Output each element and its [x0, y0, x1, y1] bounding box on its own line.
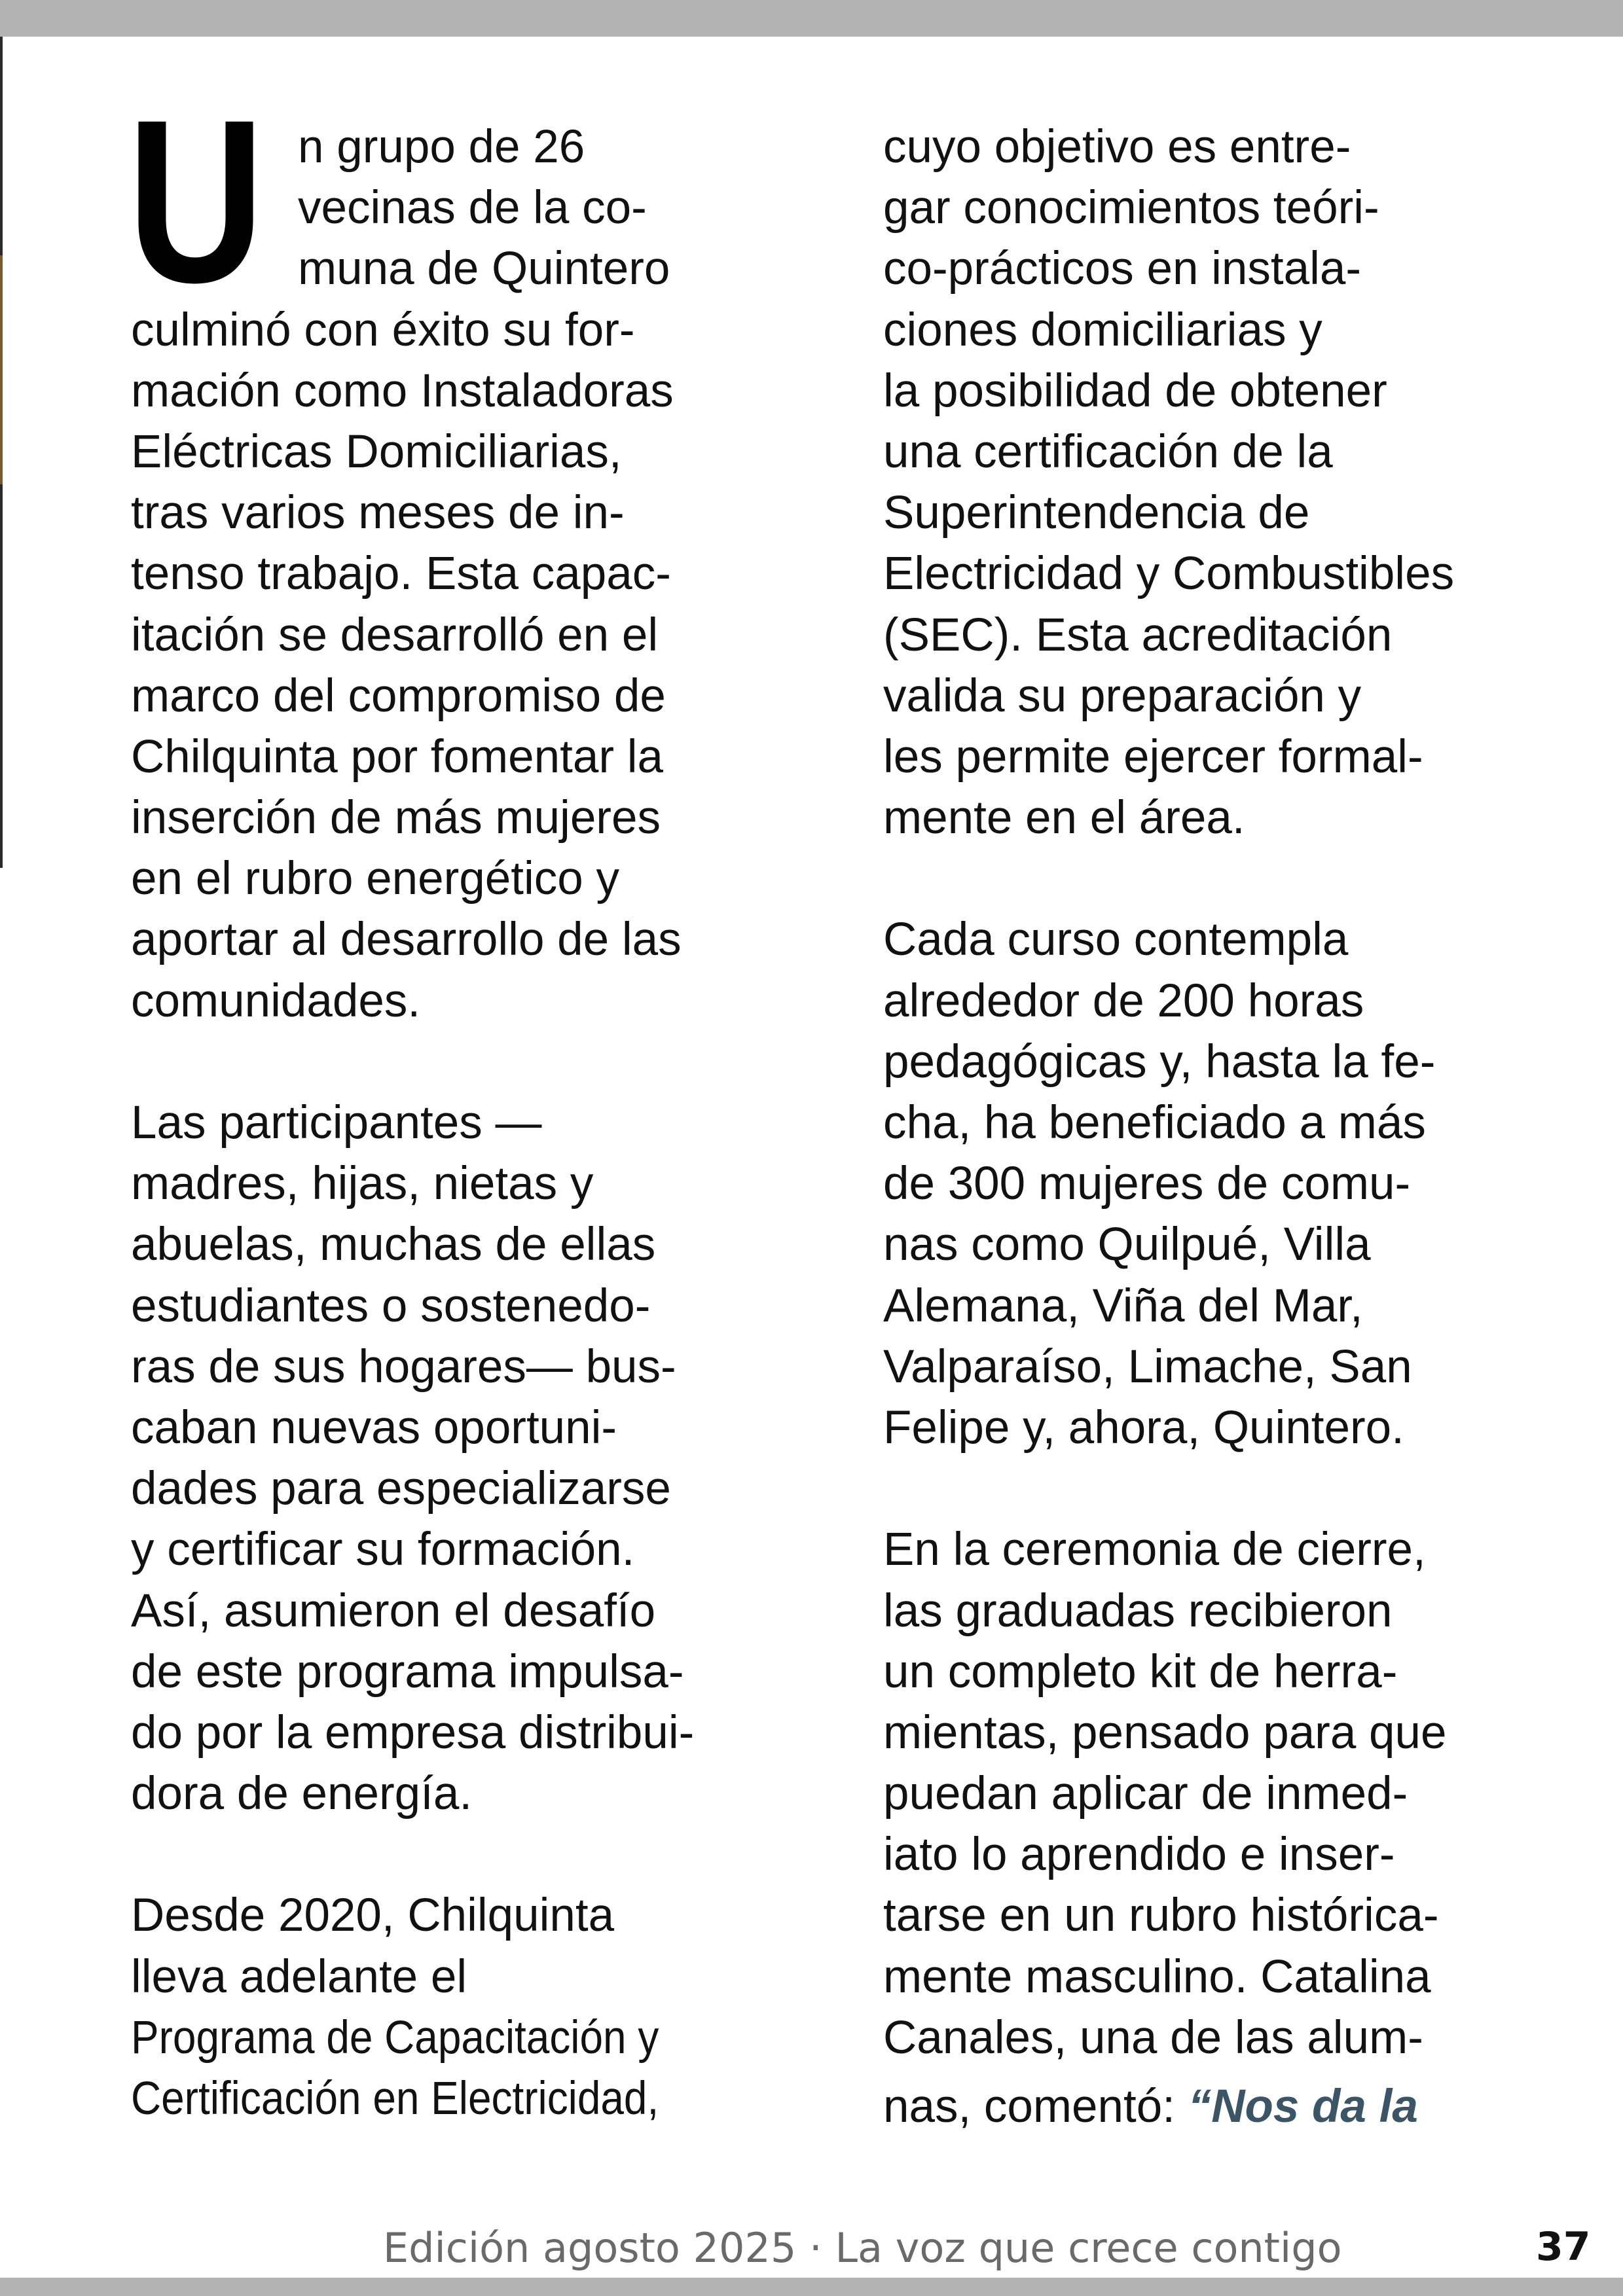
- paragraph-gap: [131, 1824, 740, 1885]
- text-line: dora de energía.: [131, 1768, 473, 1820]
- text-line: Eléctricas Domiciliarias,: [131, 425, 622, 478]
- text-line: Canales, una de las alum-: [883, 2011, 1423, 2064]
- text-line: lleva adelante el: [131, 1950, 467, 2003]
- text-line: Felipe y, ahora, Quintero.: [883, 1401, 1404, 1454]
- text-line: nas como Quilpué, Villa: [883, 1219, 1371, 1271]
- text-line: gar conocimientos teóri-: [883, 182, 1379, 234]
- text-line: co-prácticos en instala-: [883, 243, 1362, 295]
- top-border-bar: [0, 0, 1623, 37]
- text-line: Programa de Capacitación y: [131, 2011, 659, 2064]
- text-line: Chilquinta por fomentar la: [131, 730, 663, 783]
- text-line: cha, ha beneficiado a más: [883, 1097, 1426, 1149]
- text-line: dades para especializarse: [131, 1463, 671, 1515]
- text-line: comunidades.: [131, 975, 421, 1027]
- text-line: de 300 mujeres de comu-: [883, 1158, 1411, 1210]
- text-line: en el rubro energético y: [131, 853, 619, 905]
- text-line: les permite ejercer formal-: [883, 730, 1423, 783]
- text-line: la posibilidad de obtener: [883, 365, 1387, 417]
- text-line: Electricidad y Combustibles: [883, 548, 1455, 600]
- article-right-column: [883, 117, 1505, 2137]
- text-line: muna de Quintero: [298, 243, 670, 295]
- text-line-with-quote: [883, 2076, 1505, 2137]
- text-line: estudiantes o sostenedo-: [131, 1280, 651, 1332]
- text-line: cuyo objetivo es entre-: [883, 121, 1351, 173]
- text-line: Desde 2020, Chilquinta: [131, 1890, 615, 1942]
- text-line: ras de sus hogares— bus-: [131, 1340, 676, 1393]
- text-line: las graduadas recibieron: [883, 1585, 1393, 1637]
- text-line: En la ceremonia de cierre,: [883, 1524, 1426, 1576]
- text-line: inserción de más mujeres: [131, 792, 661, 844]
- bottom-border-bar: [0, 2278, 1623, 2296]
- text-line: culminó con éxito su for-: [131, 304, 635, 356]
- text-line: vecinas de la co-: [298, 182, 647, 234]
- text-line: Valparaíso, Limache, San: [883, 1340, 1412, 1393]
- pull-quote-start: “Nos da la: [1188, 2081, 1418, 2132]
- text-line: Las participantes —: [131, 1097, 542, 1149]
- text-line: y certificar su formación.: [131, 1524, 635, 1576]
- text-line: tarse en un rubro histórica-: [883, 1890, 1439, 1942]
- text-line: alrededor de 200 horas: [883, 975, 1364, 1027]
- footer-edition: Edición agosto 2025 · La voz que crece contigo: [383, 2224, 1342, 2272]
- article-left-column: [131, 117, 740, 2129]
- text-line: un completo kit de herra-: [883, 1645, 1398, 1698]
- text-line: pedagógicas y, hasta la fe-: [883, 1035, 1436, 1088]
- text-line: mente en el área.: [883, 792, 1245, 844]
- last-line-prefix: nas, comentó:: [883, 2081, 1188, 2132]
- text-line: Certificación en Electricidad,: [131, 2073, 659, 2125]
- drop-cap: U: [127, 72, 265, 331]
- text-line: caban nuevas oportuni-: [131, 1401, 617, 1454]
- paragraph-gap: [883, 848, 1505, 909]
- text-line: valida su preparación y: [883, 670, 1362, 722]
- text-line: ciones domiciliarias y: [883, 304, 1322, 356]
- text-line: mación como Instaladoras: [131, 365, 674, 417]
- text-line: (SEC). Esta acreditación: [883, 609, 1393, 661]
- text-line: marco del compromiso de: [131, 670, 666, 722]
- text-line: una certificación de la: [883, 425, 1333, 478]
- text-line: Superintendencia de: [883, 487, 1310, 539]
- text-line: Cada curso contempla: [883, 914, 1349, 966]
- paragraph-gap: [883, 1458, 1505, 1519]
- text-line: aportar al desarrollo de las: [131, 914, 682, 966]
- text-line: Así, asumieron el desafío: [131, 1585, 656, 1637]
- text-line: itación se desarrolló en el: [131, 609, 659, 661]
- text-line: mientas, pensado para que: [883, 1706, 1447, 1759]
- text-line: tras varios meses de in-: [131, 487, 625, 539]
- paragraph-gap: [131, 1031, 740, 1092]
- left-edge-accent: [0, 255, 3, 484]
- text-line: madres, hijas, nietas y: [131, 1158, 594, 1210]
- text-line: tenso trabajo. Esta capac-: [131, 548, 671, 600]
- text-line: Alemana, Viña del Mar,: [883, 1280, 1363, 1332]
- page-number: 37: [1536, 2224, 1591, 2270]
- text-line: abuelas, muchas de ellas: [131, 1219, 656, 1271]
- text-line: de este programa impulsa-: [131, 1645, 684, 1698]
- text-line: mente masculino. Catalina: [883, 1950, 1431, 2003]
- text-line: iato lo aprendido e inser-: [883, 1829, 1395, 1881]
- text-line: puedan aplicar de inmed-: [883, 1768, 1408, 1820]
- text-line: do por la empresa distribui-: [131, 1706, 695, 1759]
- text-line: n grupo de 26: [298, 121, 585, 173]
